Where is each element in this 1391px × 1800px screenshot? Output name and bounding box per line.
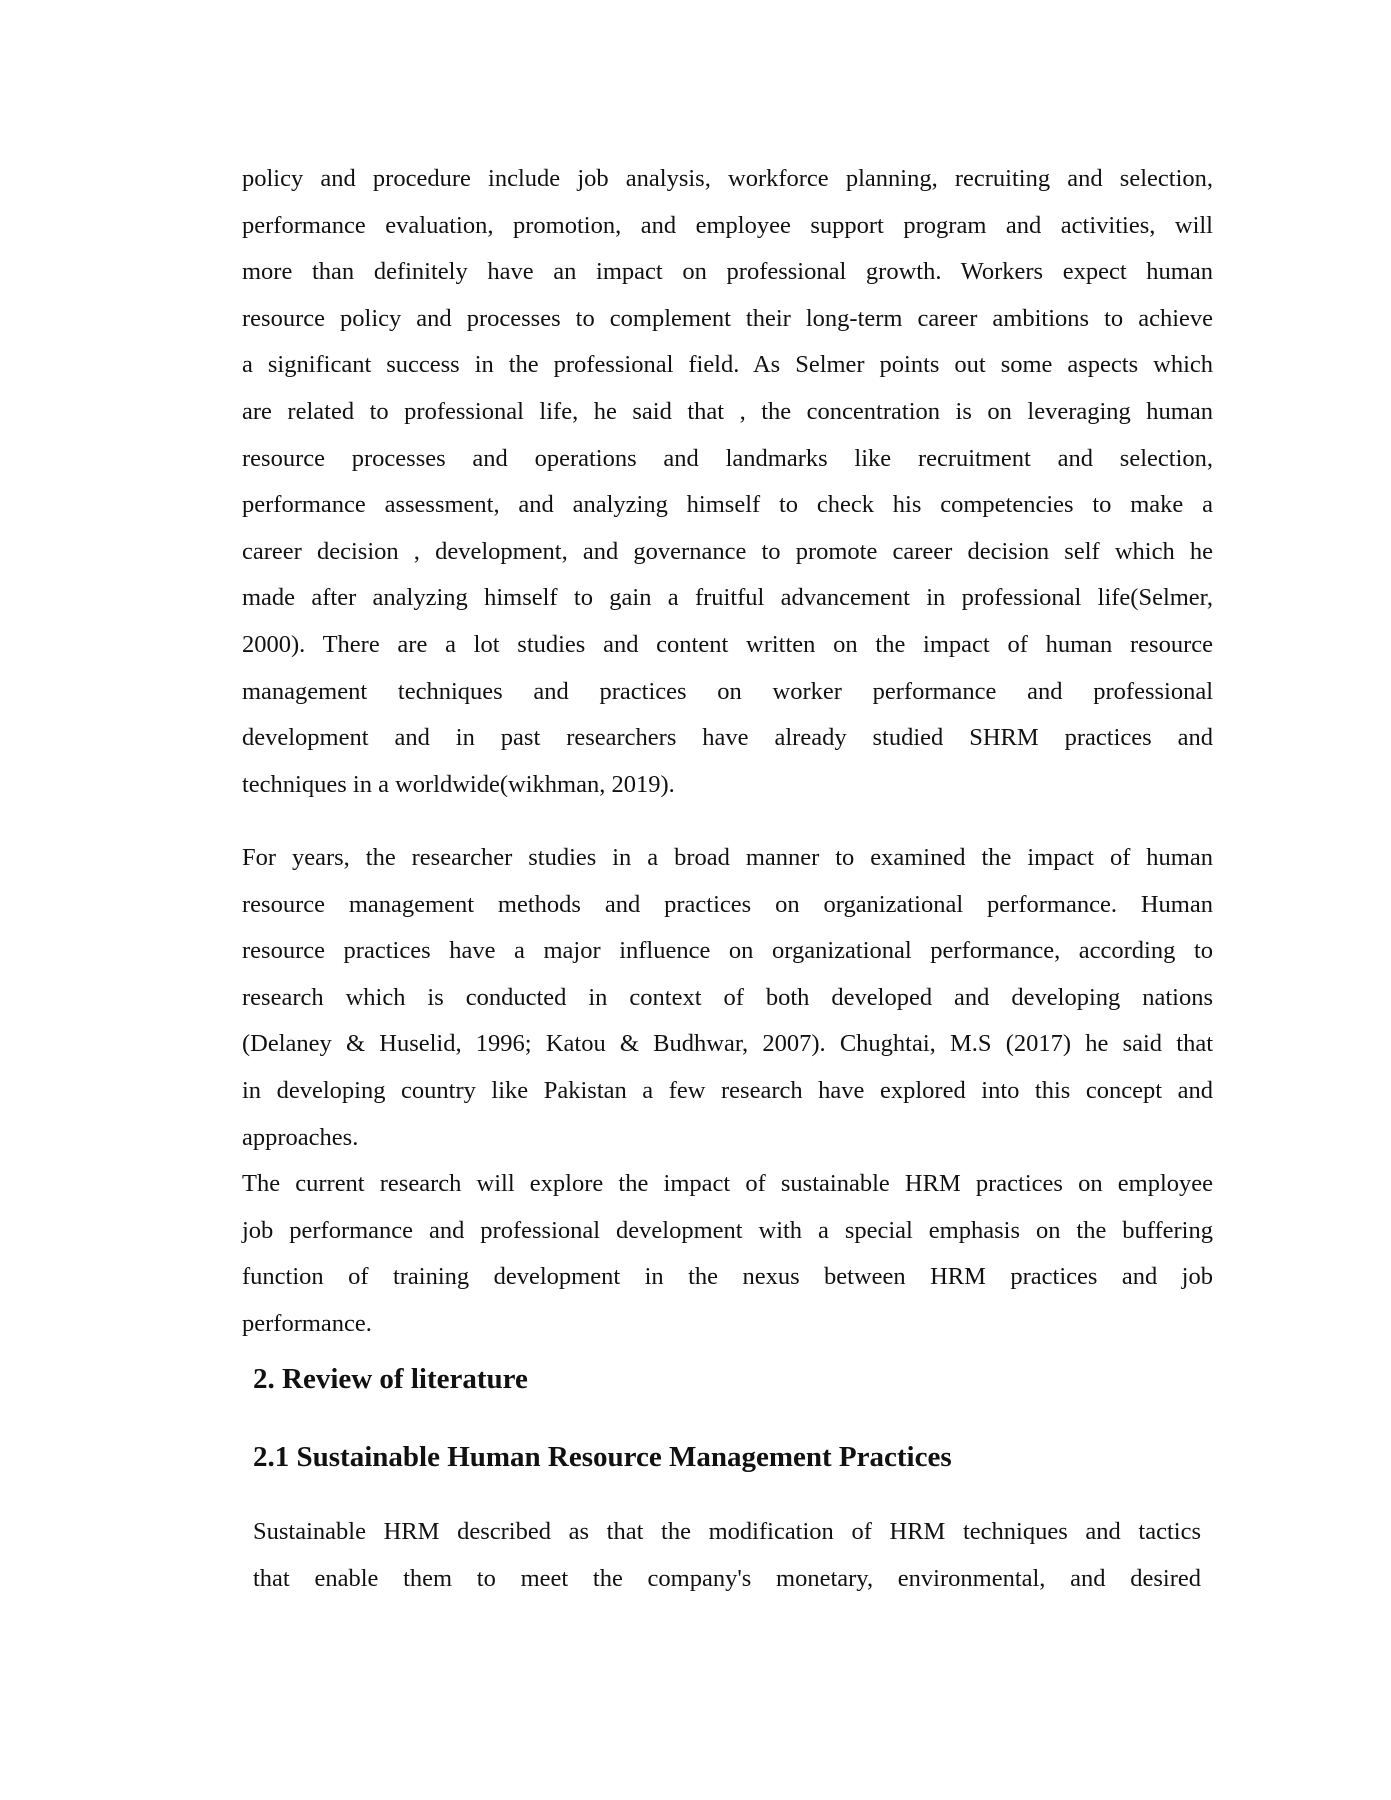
text-line: approaches. — [242, 1123, 359, 1151]
text-line: that enable them to meet the company's monetary, environmental, and desired — [253, 1564, 1201, 1592]
text-line: 2000). There are a lot studies and content written on the impact of human resource — [242, 630, 1213, 658]
text-line: performance. — [242, 1309, 372, 1337]
text-line: career decision , development, and governance to promote career decision self which he — [242, 537, 1213, 565]
text-line: policy and procedure include job analysis, workforce planning, recruiting and selection, — [242, 165, 1213, 192]
text-line: performance evaluation, promotion, and employee support program and activities, will — [242, 211, 1213, 239]
text-line: job performance and professional development with a special emphasis on the buffering — [242, 1216, 1213, 1244]
text-line: management techniques and practices on worker performance and professional — [242, 677, 1213, 705]
paragraph-hrm-performance — [242, 835, 1213, 1161]
text-line: techniques in a worldwide(wikhman, 2019). — [242, 770, 675, 798]
text-line: resource management methods and practices on organizational performance. Human — [242, 890, 1213, 918]
text-line: function of training development in the nexus between HRM practices and job — [242, 1263, 1213, 1291]
text-line: more than definitely have an impact on professional growth. Workers expect human — [242, 258, 1213, 286]
section-heading: 2. Review of literature — [253, 1363, 528, 1395]
text-line: The current research will explore the impact of sustainable HRM practices on employee — [242, 1170, 1213, 1197]
paragraph-selmer — [242, 156, 1213, 808]
text-line: resource processes and operations and landmarks like recruitment and selection, — [242, 444, 1213, 472]
text-line: For years, the researcher studies in a broad manner to examined the impact of human — [242, 844, 1213, 871]
text-line: made after analyzing himself to gain a fruitful advancement in professional life(Selmer, — [242, 584, 1213, 612]
text-line: performance assessment, and analyzing himself to check his competencies to make a — [242, 491, 1213, 519]
text-line: development and in past researchers have already studied SHRM practices and — [242, 724, 1213, 752]
text-line: are related to professional life, he said that , the concentration is on leveraging human — [242, 397, 1213, 425]
text-line: in developing country like Pakistan a few research have explored into this concept and — [242, 1076, 1213, 1104]
text-line: resource practices have a major influence on organizational performance, according to — [242, 937, 1213, 965]
paragraph-sustainable-hrm — [253, 1509, 1201, 1602]
text-line: (Delaney & Huselid, 1996; Katou & Budhwar, 2007). Chughtai, M.S (2017) he said that — [242, 1030, 1213, 1058]
text-line: research which is conducted in context of both developed and developing nations — [242, 983, 1213, 1011]
text-line: resource policy and processes to complement their long-term career ambitions to achieve — [242, 304, 1213, 332]
text-line: a significant success in the professional field. As Selmer points out some aspects which — [242, 351, 1213, 379]
text-line: Sustainable HRM described as that the modification of HRM techniques and tactics — [253, 1518, 1201, 1545]
paragraph-current-research — [242, 1161, 1213, 1347]
subsection-heading: 2.1 Sustainable Human Resource Management Practices — [253, 1441, 952, 1473]
